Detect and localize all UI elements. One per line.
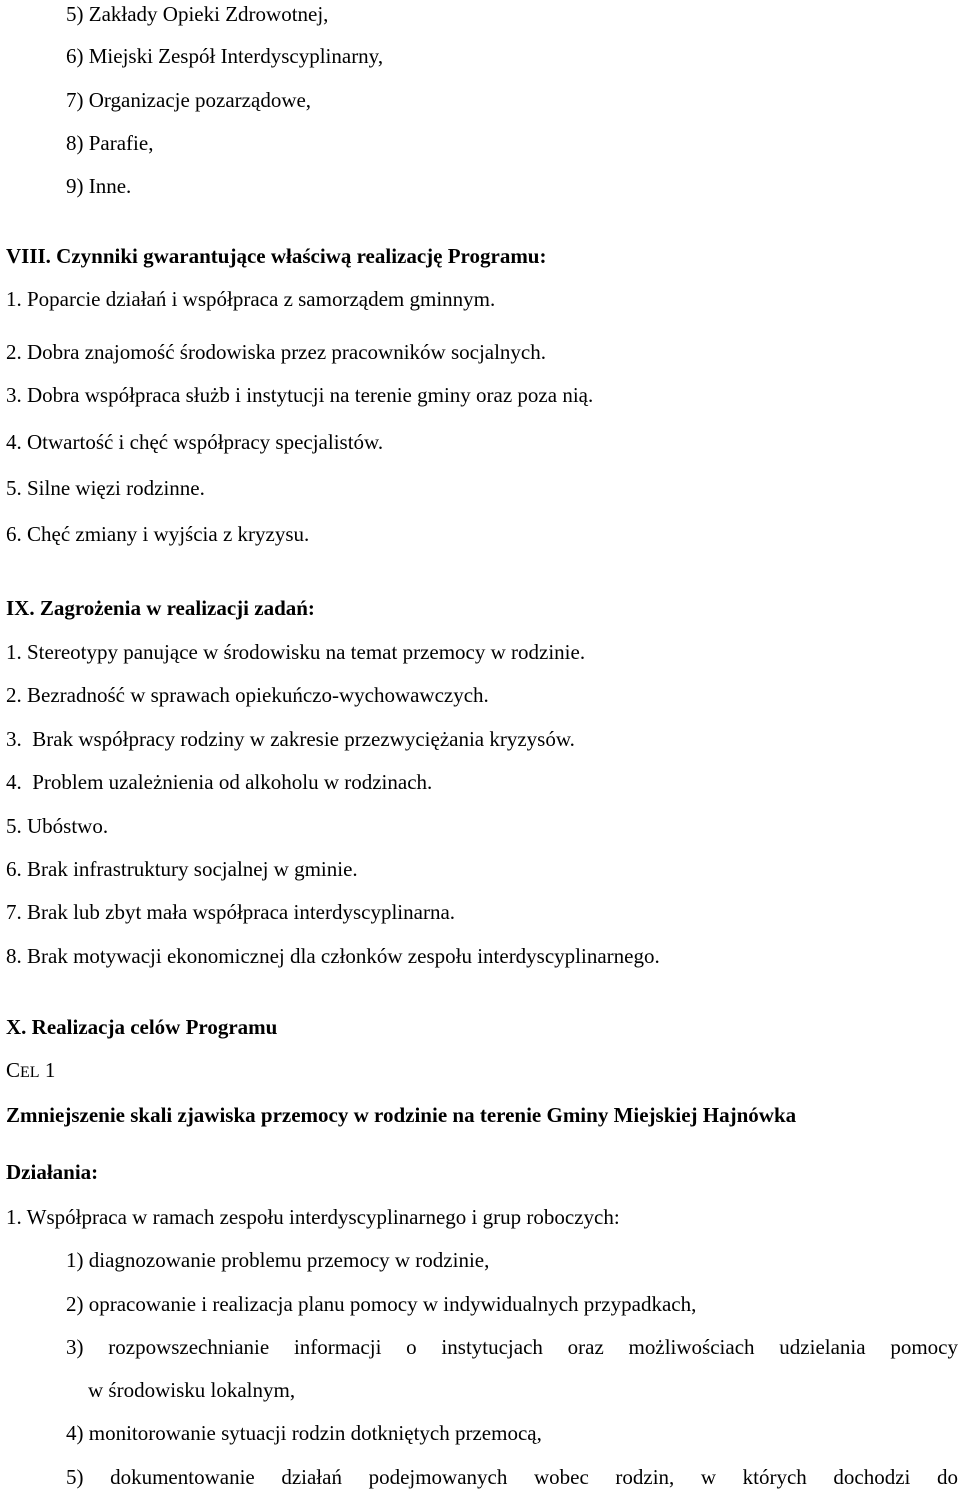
list-item: 8. Brak motywacji ekonomicznej dla członków zespołu interdyscyplinarnego. — [6, 944, 660, 968]
list-item: 4. Problem uzależnienia od alkoholu w rodzinach. — [6, 770, 433, 794]
list-item: 3. Brak współpracy rodziny w zakresie przezwyciężania kryzysów. — [6, 727, 575, 751]
sub-list-item: 5) dokumentowanie działań podejmowanych wobec rodzin, w których dochodzi do — [66, 1465, 958, 1489]
list-item: 6. Brak infrastruktury socjalnej w gminie. — [6, 857, 358, 881]
goal-label-smallcaps: EL — [20, 1064, 40, 1081]
list-item: 3. Dobra współpraca służb i instytucji na terenie gminy oraz poza nią. — [6, 383, 594, 407]
goal-label-initial: C — [6, 1058, 21, 1082]
sub-list-item: 3) rozpowszechnianie informacji o instytucjach oraz możliwościach udzielania pomocy — [66, 1335, 958, 1359]
list-item: 1. Stereotypy panujące w środowisku na temat przemocy w rodzinie. — [6, 640, 586, 664]
list-item: 7) Organizacje pozarządowe, — [66, 88, 312, 112]
sub-list-item: 4) monitorowanie sytuacji rodzin dotkniętych przemocą, — [66, 1421, 542, 1445]
goal-label — [6, 1058, 55, 1085]
list-item: 9) Inne. — [66, 174, 132, 198]
section-heading-viii: VIII. Czynniki gwarantujące właściwą realizację Programu: — [6, 244, 547, 268]
action-item: 1. Współpraca w ramach zespołu interdyscyplinarnego i grup roboczych: — [6, 1205, 620, 1229]
section-heading-x: X. Realizacja celów Programu — [6, 1015, 278, 1039]
list-item: 4. Otwartość i chęć współpracy specjalistów. — [6, 430, 384, 454]
sub-list-item: 1) diagnozowanie problemu przemocy w rodzinie, — [66, 1248, 490, 1272]
list-item: 6) Miejski Zespół Interdyscyplinarny, — [66, 44, 384, 68]
list-item: 2. Dobra znajomość środowiska przez pracowników socjalnych. — [6, 340, 547, 364]
sub-list-item-continuation: w środowisku lokalnym, — [88, 1378, 296, 1402]
list-item: 6. Chęć zmiany i wyjścia z kryzysu. — [6, 522, 310, 546]
section-heading-ix: IX. Zagrożenia w realizacji zadań: — [6, 596, 315, 620]
list-item: 5. Silne więzi rodzinne. — [6, 476, 205, 500]
actions-label: Działania: — [6, 1160, 99, 1184]
list-item: 5. Ubóstwo. — [6, 814, 109, 838]
list-item: 1. Poparcie działań i współpraca z samorządem gminnym. — [6, 287, 496, 311]
goal-title: Zmniejszenie skali zjawiska przemocy w rodzinie na terenie Gminy Miejskiej Hajnówka — [6, 1103, 797, 1127]
list-item: 7. Brak lub zbyt mała współpraca interdyscyplinarna. — [6, 900, 456, 924]
list-item: 2. Bezradność w sprawach opiekuńczo-wychowawczych. — [6, 683, 489, 707]
list-item: 8) Parafie, — [66, 131, 154, 155]
goal-number: 1 — [44, 1058, 56, 1082]
list-item: 5) Zakłady Opieki Zdrowotnej, — [66, 2, 329, 26]
sub-list-item: 2) opracowanie i realizacja planu pomocy w indywidualnych przypadkach, — [66, 1292, 697, 1316]
